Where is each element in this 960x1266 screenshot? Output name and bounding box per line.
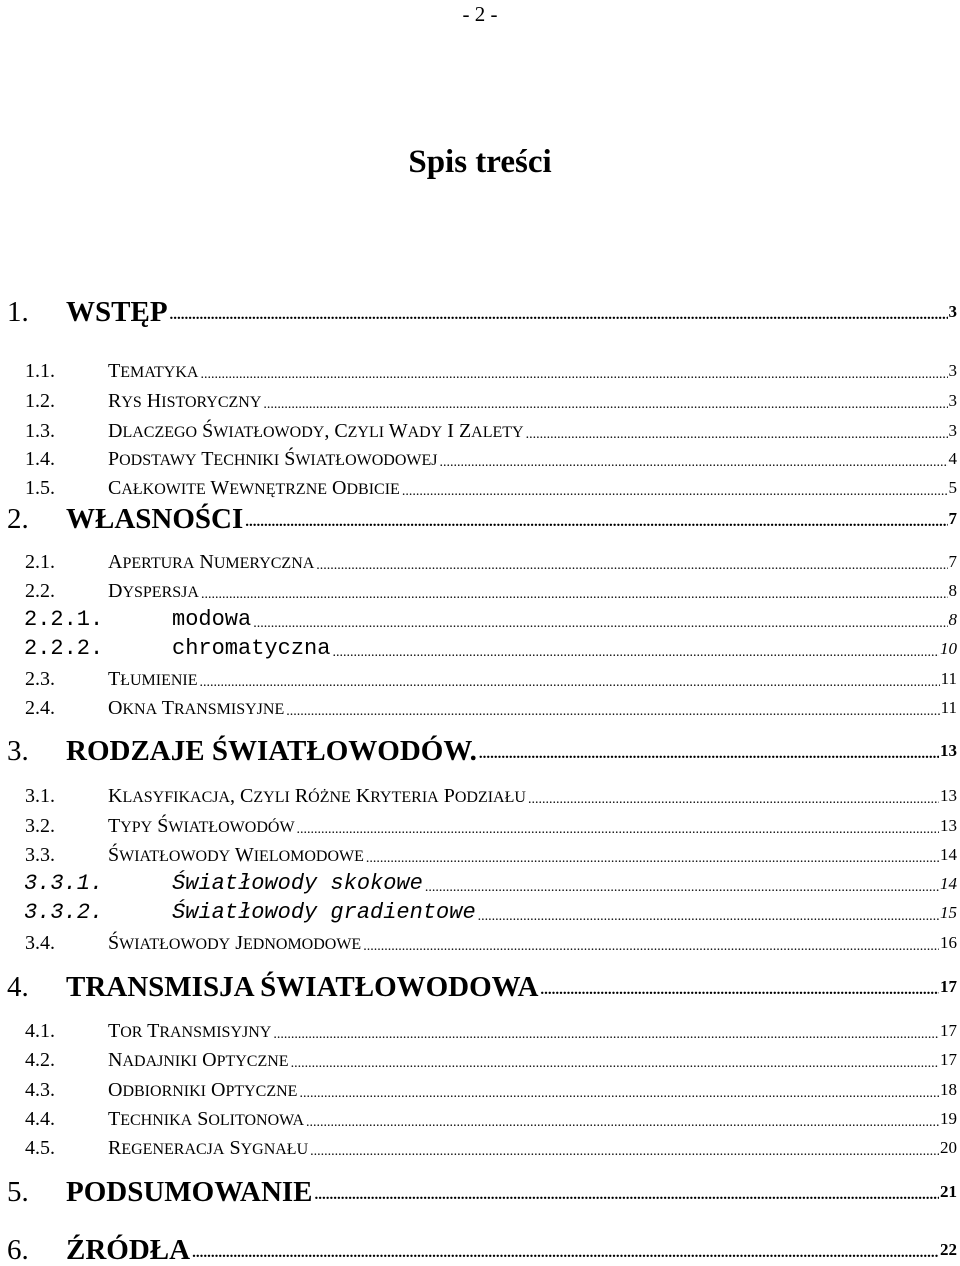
toc-dot-leader [263,398,947,412]
toc-entry-title: RODZAJE ŚWIATŁOWODÓW. [66,735,477,767]
toc-dot-leader [200,676,940,690]
toc-entry-number: 3.4. [25,932,55,954]
toc-entry-page: 14 [940,845,957,864]
toc-dot-leader [286,705,939,719]
toc-entry-title: ODBIORNIKI OPTYCZNE [108,1079,298,1101]
toc-entry-page: 7 [948,509,957,528]
toc-dot-leader [192,1246,939,1261]
toc-entry-title: APERTURA NUMERYCZNA [108,551,315,573]
toc-entry-page: 21 [940,1182,957,1201]
toc-entry-title: WŁASNOŚCI [66,503,244,535]
toc-dot-leader [332,646,939,660]
toc-entry-title: OKNA TRANSMISYJNE [108,697,285,719]
toc-entry-number: 3. [7,735,29,767]
toc-entry-number: 4.5. [25,1137,55,1159]
toc-entry-page: 22 [940,1240,957,1259]
toc-entry-1-2[interactable] [0,386,960,416]
toc-entry-title: ŹRÓDŁA [66,1234,191,1266]
toc-entry-number: 4. [7,971,29,1003]
toc-entry-number: 1.3. [25,420,55,442]
toc-entry-2-2-1[interactable] [0,605,960,635]
toc-entry-4-3[interactable] [0,1075,960,1105]
toc-entry-page: 13 [940,816,957,835]
toc-dot-leader [363,940,939,954]
toc-entry-page: 15 [940,903,957,922]
toc-dot-leader [402,485,948,499]
toc-entry-1-3[interactable] [0,416,960,446]
toc-entry-number: 5. [7,1176,29,1208]
toc-dot-leader [245,515,947,530]
toc-entry-page: 14 [940,874,957,893]
toc-entry-page: 13 [940,786,957,805]
toc-dot-leader [297,823,939,837]
toc-entry-3-3-1[interactable] [0,869,960,899]
toc-entry-title: TEMATYKA [108,360,199,382]
toc-entry-4[interactable] [0,972,960,1002]
toc-entry-page: 3 [948,421,957,440]
toc-dot-leader [526,428,948,442]
toc-dot-leader [310,1145,939,1159]
page-number: - 2 - [462,2,498,26]
toc-entry-number: 4.4. [25,1108,55,1130]
toc-entry-title: WSTĘP [66,296,168,328]
toc-entry-3-3-2[interactable] [0,898,960,928]
toc-entry-4-5[interactable] [0,1133,960,1163]
toc-dot-leader [366,852,939,866]
toc-dot-leader [315,1188,939,1203]
toc-entry-page: 10 [940,639,957,658]
toc-entry-page: 8 [948,581,957,600]
toc-entry-number: 3.2. [25,815,55,837]
toc-entry-number: 1.2. [25,390,55,412]
toc-entry-page: 13 [940,741,957,760]
toc-entry-page: 16 [940,933,957,952]
toc-entry-number: 2.1. [25,551,55,573]
toc-entry-3-2[interactable] [0,811,960,841]
toc-entry-number: 1.4. [25,448,55,470]
toc-entry-3-3[interactable] [0,840,960,870]
toc-entry-page: 11 [940,698,957,717]
toc-entry-number: 3.3.1. [24,871,104,896]
toc-entry-page: 11 [940,669,957,688]
toc-entry-3-1[interactable] [0,781,960,811]
toc-entry-title: TRANSMISJA ŚWIATŁOWODOWA [66,971,539,1003]
toc-dot-leader [291,1057,939,1071]
toc-entry-1[interactable] [0,297,960,327]
toc-entry-page: 5 [948,478,957,497]
toc-entry-title: Światłowody gradientowe [172,900,476,925]
toc-entry-2-2-2[interactable] [0,634,960,664]
toc-dot-leader [200,368,947,382]
toc-entry-title: chromatyczna [172,636,331,661]
toc-entry-title: PODSUMOWANIE [66,1176,313,1208]
toc-entry-4-2[interactable] [0,1045,960,1075]
toc-entry-1-4[interactable] [0,444,960,474]
toc-entry-title: RYS HISTORYCZNY [108,390,262,412]
toc-dot-leader [478,910,939,924]
toc-dot-leader [299,1087,939,1101]
toc-entry-page: 7 [948,552,957,571]
toc-entry-page: 8 [948,610,957,629]
toc-entry-title: ŚWIATŁOWODY WIELOMODOWE [108,844,364,866]
toc-entry-title: KLASYFIKACJA, CZYLI RÓŻNE KRYTERIA PODZIAŁU [108,785,526,807]
toc-entry-number: 6. [7,1234,29,1266]
toc-entry-2[interactable] [0,504,960,534]
toc-entry-page: 19 [940,1109,957,1128]
toc-dot-leader [253,617,947,631]
toc-entry-1-5[interactable] [0,473,960,503]
toc-entry-page: 18 [940,1080,957,1099]
toc-entry-number: 4.3. [25,1079,55,1101]
toc-entry-title: TECHNIKA SOLITONOWA [108,1108,305,1130]
toc-entry-title: TOR TRANSMISYJNY [108,1020,272,1042]
toc-entry-page: 3 [948,302,957,321]
toc-dot-leader [528,793,939,807]
toc-entry-title: NADAJNIKI OPTYCZNE [108,1049,289,1071]
toc-entry-number: 1.5. [25,477,55,499]
toc-entry-number: 3.3.2. [24,900,104,925]
toc-entry-number: 2. [7,503,29,535]
page-title: Spis treści [408,144,552,180]
toc-entry-number: 3.1. [25,785,55,807]
toc-entry-page: 4 [948,449,957,468]
toc-entry-number: 1. [7,296,29,328]
toc-entry-page: 17 [940,1050,957,1069]
toc-entry-title: PODSTAWY TECHNIKI ŚWIATŁOWODOWEJ [108,448,438,470]
toc-entry-title: CAŁKOWITE WEWNĘTRZNE ODBICIE [108,477,400,499]
toc-dot-leader [425,881,939,895]
toc-entry-1-1[interactable] [0,356,960,386]
toc-entry-4-4[interactable] [0,1104,960,1134]
toc-entry-number: 4.2. [25,1049,55,1071]
toc-entry-page: 20 [940,1138,957,1157]
toc-dot-leader [201,588,948,602]
toc-entry-2-4[interactable] [0,693,960,723]
toc-dot-leader [306,1116,939,1130]
toc-entry-number: 2.4. [25,697,55,719]
toc-entry-3-4[interactable] [0,928,960,958]
toc-entry-2-2[interactable] [0,576,960,606]
toc-entry-number: 2.2. [25,580,55,602]
toc-entry-title: TYPY ŚWIATŁOWODÓW [108,815,295,837]
toc-dot-leader [540,983,939,998]
toc-entry-number: 2.3. [25,668,55,690]
toc-entry-title: DYSPERSJA [108,580,199,602]
toc-dot-leader [316,559,947,573]
toc-entry-number: 1.1. [25,360,55,382]
toc-entry-title: TŁUMIENIE [108,668,198,690]
toc-entry-title: DLACZEGO ŚWIATŁOWODY, CZYLI WADY I ZALETY [108,420,524,442]
toc-dot-leader [479,747,939,762]
toc-entry-3[interactable] [0,736,960,766]
toc-entry-title: REGENERACJA SYGNAŁU [108,1137,309,1159]
toc-entry-title: modowa [172,607,252,632]
toc-entry-number: 3.3. [25,844,55,866]
toc-dot-leader [440,456,948,470]
toc-entry-number: 2.2.1. [24,607,104,632]
toc-entry-5[interactable] [0,1177,960,1207]
toc-entry-6[interactable] [0,1235,960,1265]
toc-entry-4-1[interactable] [0,1016,960,1046]
toc-dot-leader [273,1028,939,1042]
toc-entry-page: 17 [940,977,957,996]
toc-entry-page: 17 [940,1021,957,1040]
toc-entry-2-1[interactable] [0,547,960,577]
toc-entry-page: 3 [948,391,957,410]
toc-entry-title: ŚWIATŁOWODY JEDNOMODOWE [108,932,362,954]
toc-entry-title: Światłowody skokowe [172,871,423,896]
toc-entry-2-3[interactable] [0,664,960,694]
toc-entry-page: 3 [948,361,957,380]
toc-entry-number: 4.1. [25,1020,55,1042]
toc-dot-leader [170,308,948,323]
toc-entry-number: 2.2.2. [24,636,104,661]
